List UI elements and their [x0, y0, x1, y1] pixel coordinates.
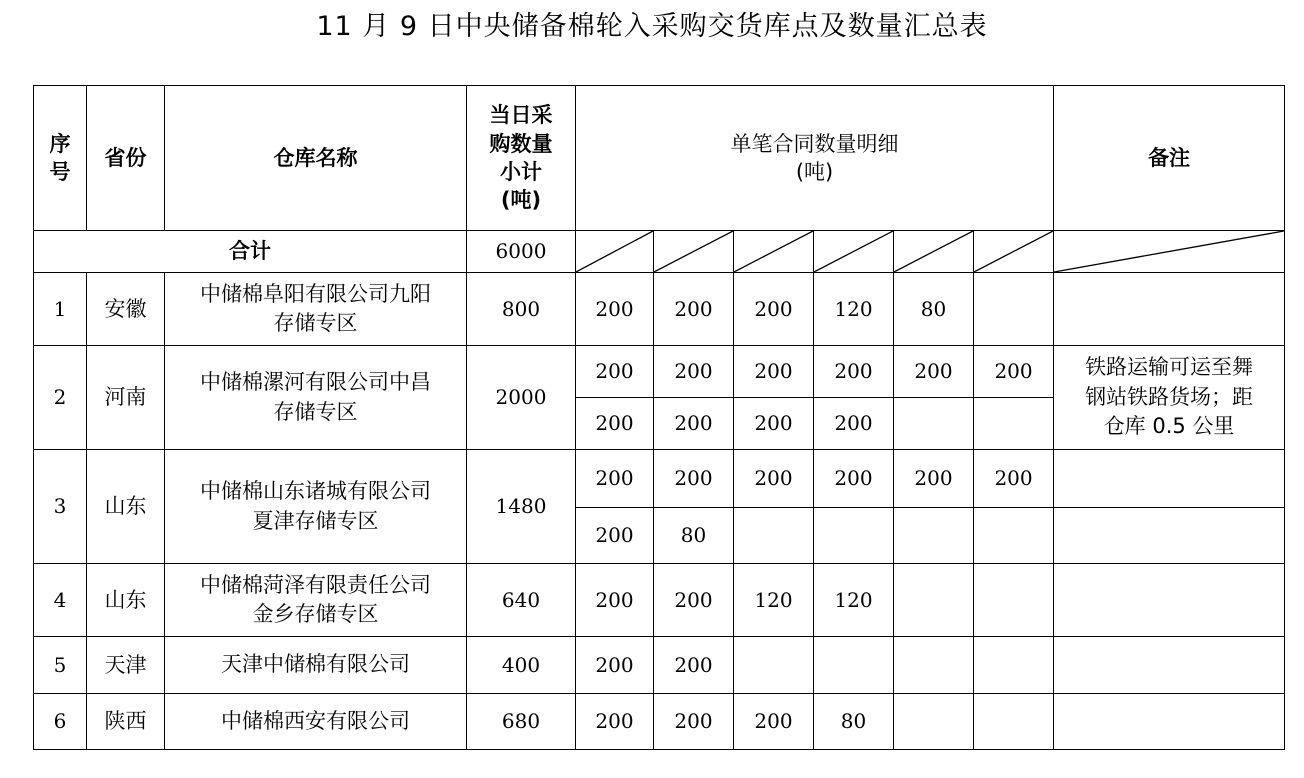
contract-qty: 200 [576, 694, 654, 750]
row-remark: 铁路运输可运至舞 钢站铁路货场；距 仓库 0.5 公里 [1054, 346, 1285, 450]
diagonal-cell [734, 231, 814, 273]
contract-qty: 200 [814, 450, 894, 508]
row-subtotal: 2000 [467, 346, 576, 450]
header-row [34, 86, 1285, 231]
page-title: 11 月 9 日中央储备棉轮入采购交货库点及数量汇总表 [316, 11, 988, 42]
contract-qty: 200 [576, 450, 654, 508]
contract-qty [734, 508, 814, 564]
contract-qty: 200 [654, 694, 734, 750]
contract-qty: 200 [576, 637, 654, 694]
row-province: 安徽 [87, 273, 165, 346]
contract-qty: 200 [734, 450, 814, 508]
contract-qty: 200 [576, 564, 654, 637]
diagonal-cell [654, 231, 734, 273]
contract-qty: 200 [654, 637, 734, 694]
contract-qty [974, 273, 1054, 346]
row-remark [1054, 508, 1285, 564]
row-seq: 3 [34, 450, 87, 564]
contract-qty [814, 508, 894, 564]
contract-qty [974, 508, 1054, 564]
row-remark [1054, 637, 1285, 694]
contract-qty [974, 637, 1054, 694]
row-remark [1054, 694, 1285, 750]
contract-qty: 200 [814, 398, 894, 450]
contract-qty: 200 [654, 398, 734, 450]
row-warehouse: 中储棉西安有限公司 [165, 694, 467, 750]
diagonal-cell [974, 231, 1054, 273]
diagonal-cell [894, 231, 974, 273]
contract-qty: 200 [576, 398, 654, 450]
contract-qty: 200 [734, 694, 814, 750]
table-row [34, 637, 1285, 694]
contract-qty: 200 [734, 273, 814, 346]
row-subtotal: 1480 [467, 450, 576, 564]
contract-qty: 200 [654, 346, 734, 398]
contract-qty: 200 [576, 346, 654, 398]
total-label: 合计 [34, 231, 467, 273]
contract-qty [894, 694, 974, 750]
contract-qty: 200 [734, 346, 814, 398]
total-row [34, 231, 1285, 273]
contract-qty: 200 [654, 273, 734, 346]
row-warehouse: 中储棉山东诸城有限公司 夏津存储专区 [165, 450, 467, 564]
summary-table [33, 85, 1285, 750]
contract-qty [734, 637, 814, 694]
contract-qty: 80 [654, 508, 734, 564]
contract-qty: 120 [814, 273, 894, 346]
contract-qty [974, 398, 1054, 450]
table-row [34, 346, 1285, 398]
contract-qty: 200 [974, 450, 1054, 508]
row-seq: 4 [34, 564, 87, 637]
contract-qty [894, 564, 974, 637]
row-remark [1054, 450, 1285, 508]
header-contract-detail: 单笔合同数量明细 (吨) [576, 86, 1054, 231]
header-remark: 备注 [1054, 86, 1285, 231]
contract-qty: 200 [974, 346, 1054, 398]
contract-qty: 120 [814, 564, 894, 637]
contract-qty: 200 [576, 273, 654, 346]
contract-qty: 200 [654, 450, 734, 508]
contract-qty [974, 564, 1054, 637]
diagonal-cell [814, 231, 894, 273]
contract-qty [814, 637, 894, 694]
contract-qty: 200 [894, 346, 974, 398]
contract-qty: 200 [734, 398, 814, 450]
contract-qty [894, 398, 974, 450]
row-subtotal: 680 [467, 694, 576, 750]
contract-qty: 200 [894, 450, 974, 508]
row-subtotal: 400 [467, 637, 576, 694]
table-row [34, 564, 1285, 637]
row-remark [1054, 273, 1285, 346]
row-seq: 5 [34, 637, 87, 694]
contract-qty: 80 [814, 694, 894, 750]
row-warehouse: 中储棉漯河有限公司中昌 存储专区 [165, 346, 467, 450]
contract-qty: 120 [734, 564, 814, 637]
row-warehouse: 中储棉菏泽有限责任公司 金乡存储专区 [165, 564, 467, 637]
row-subtotal: 640 [467, 564, 576, 637]
contract-qty [894, 508, 974, 564]
row-province: 陕西 [87, 694, 165, 750]
row-province: 山东 [87, 450, 165, 564]
row-subtotal: 800 [467, 273, 576, 346]
table-row [34, 450, 1285, 508]
header-daily-subtotal: 当日采 购数量 小计 (吨) [467, 86, 576, 231]
row-seq: 1 [34, 273, 87, 346]
header-warehouse: 仓库名称 [165, 86, 467, 231]
table-row [34, 694, 1285, 750]
contract-qty: 80 [894, 273, 974, 346]
row-seq: 2 [34, 346, 87, 450]
diagonal-cell [576, 231, 654, 273]
row-remark [1054, 564, 1285, 637]
header-seq: 序号 [34, 86, 87, 231]
contract-qty: 200 [654, 564, 734, 637]
row-province: 天津 [87, 637, 165, 694]
row-warehouse: 中储棉阜阳有限公司九阳 存储专区 [165, 273, 467, 346]
row-seq: 6 [34, 694, 87, 750]
row-warehouse: 天津中储棉有限公司 [165, 637, 467, 694]
table-row [34, 273, 1285, 346]
contract-qty [894, 637, 974, 694]
contract-qty: 200 [576, 508, 654, 564]
row-province: 河南 [87, 346, 165, 450]
contract-qty: 200 [814, 346, 894, 398]
contract-qty [974, 694, 1054, 750]
diagonal-cell [1054, 231, 1285, 273]
header-province: 省份 [87, 86, 165, 231]
row-province: 山东 [87, 564, 165, 637]
total-value: 6000 [467, 231, 576, 273]
